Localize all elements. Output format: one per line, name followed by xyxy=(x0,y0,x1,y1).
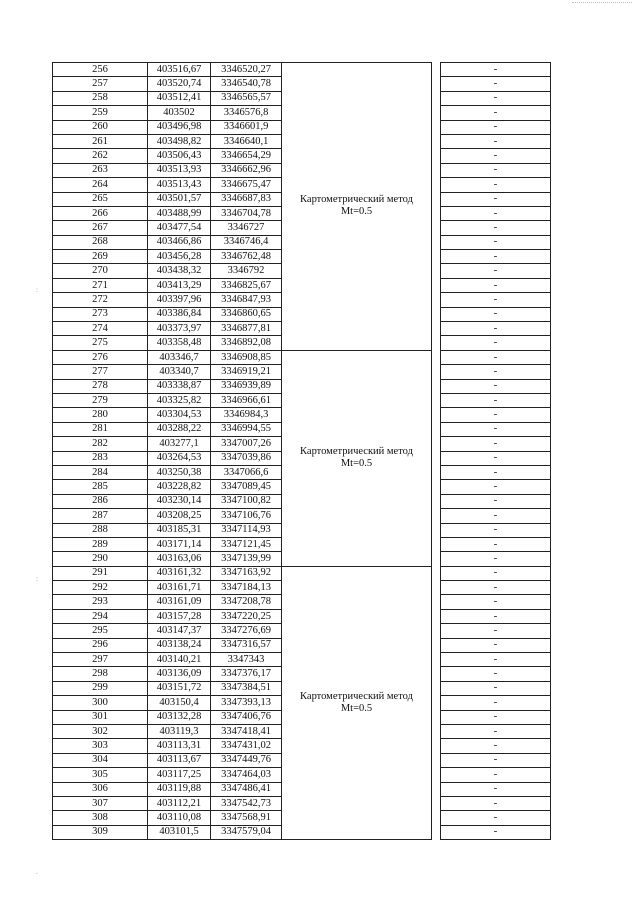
note-cell: - xyxy=(441,336,551,350)
method-cell xyxy=(282,350,432,566)
point-number-cell: 304 xyxy=(53,753,148,767)
note-cell: - xyxy=(441,609,551,623)
point-number-cell: 262 xyxy=(53,149,148,163)
y-coordinate-cell: 3347568,91 xyxy=(211,811,282,825)
point-number-cell: 266 xyxy=(53,206,148,220)
point-number-cell: 259 xyxy=(53,106,148,120)
column-gap xyxy=(432,235,441,249)
y-coordinate-cell: 3347066,6 xyxy=(211,465,282,479)
note-cell: - xyxy=(441,494,551,508)
x-coordinate-cell: 403117,25 xyxy=(148,768,211,782)
x-coordinate-cell: 403513,93 xyxy=(148,163,211,177)
y-coordinate-cell: 3347208,78 xyxy=(211,595,282,609)
y-coordinate-cell: 3346860,65 xyxy=(211,307,282,321)
point-number-cell: 267 xyxy=(53,221,148,235)
note-cell: - xyxy=(441,581,551,595)
x-coordinate-cell: 403161,09 xyxy=(148,595,211,609)
note-cell: - xyxy=(441,393,551,407)
point-number-cell: 293 xyxy=(53,595,148,609)
point-number-cell: 260 xyxy=(53,120,148,134)
column-gap xyxy=(432,63,441,77)
point-number-cell: 309 xyxy=(53,825,148,839)
x-coordinate-cell: 403151,72 xyxy=(148,681,211,695)
x-coordinate-cell: 403110,08 xyxy=(148,811,211,825)
point-number-cell: 295 xyxy=(53,624,148,638)
y-coordinate-cell: 3347418,41 xyxy=(211,724,282,738)
accuracy-label: Mt=0.5 xyxy=(340,458,373,470)
column-gap xyxy=(432,250,441,264)
header-scribble xyxy=(572,2,632,9)
accuracy-label: Mt=0.5 xyxy=(340,206,373,218)
y-coordinate-cell: 3347114,93 xyxy=(211,523,282,537)
x-coordinate-cell: 403250,38 xyxy=(148,465,211,479)
column-gap xyxy=(432,163,441,177)
accuracy-label: Mt=0.5 xyxy=(340,702,373,714)
y-coordinate-cell: 3347449,76 xyxy=(211,753,282,767)
y-coordinate-cell: 3346792 xyxy=(211,264,282,278)
point-number-cell: 286 xyxy=(53,494,148,508)
point-number-cell: 302 xyxy=(53,724,148,738)
y-coordinate-cell: 3347163,92 xyxy=(211,566,282,580)
y-coordinate-cell: 3347316,57 xyxy=(211,638,282,652)
x-coordinate-cell: 403338,87 xyxy=(148,379,211,393)
note-cell: - xyxy=(441,451,551,465)
point-number-cell: 271 xyxy=(53,278,148,292)
y-coordinate-cell: 3347039,86 xyxy=(211,451,282,465)
y-coordinate-cell: 3346919,21 xyxy=(211,365,282,379)
point-number-cell: 275 xyxy=(53,336,148,350)
y-coordinate-cell: 3346640,1 xyxy=(211,134,282,148)
column-gap xyxy=(432,609,441,623)
x-coordinate-cell: 403477,54 xyxy=(148,221,211,235)
y-coordinate-cell: 3347139,99 xyxy=(211,552,282,566)
column-gap xyxy=(432,322,441,336)
x-coordinate-cell: 403456,28 xyxy=(148,250,211,264)
note-cell: - xyxy=(441,278,551,292)
point-number-cell: 258 xyxy=(53,91,148,105)
y-coordinate-cell: 3346675,47 xyxy=(211,178,282,192)
x-coordinate-cell: 403502 xyxy=(148,106,211,120)
point-number-cell: 296 xyxy=(53,638,148,652)
x-coordinate-cell: 403496,98 xyxy=(148,120,211,134)
point-number-cell: 303 xyxy=(53,739,148,753)
x-coordinate-cell: 403132,28 xyxy=(148,710,211,724)
note-cell: - xyxy=(441,408,551,422)
table-row xyxy=(53,350,551,364)
note-cell: - xyxy=(441,235,551,249)
point-number-cell: 288 xyxy=(53,523,148,537)
note-cell: - xyxy=(441,566,551,580)
note-cell: - xyxy=(441,106,551,120)
column-gap xyxy=(432,149,441,163)
note-cell: - xyxy=(441,825,551,839)
table-row xyxy=(53,63,551,77)
point-number-cell: 276 xyxy=(53,350,148,364)
margin-mark: : xyxy=(36,575,38,583)
column-gap xyxy=(432,365,441,379)
x-coordinate-cell: 403498,82 xyxy=(148,134,211,148)
y-coordinate-cell: 3347184,13 xyxy=(211,581,282,595)
x-coordinate-cell: 403506,43 xyxy=(148,149,211,163)
note-cell: - xyxy=(441,710,551,724)
coordinates-table xyxy=(52,62,551,840)
column-gap xyxy=(432,278,441,292)
column-gap xyxy=(432,480,441,494)
note-cell: - xyxy=(441,552,551,566)
column-gap xyxy=(432,552,441,566)
point-number-cell: 297 xyxy=(53,653,148,667)
note-cell: - xyxy=(441,206,551,220)
column-gap xyxy=(432,782,441,796)
note-cell: - xyxy=(441,77,551,91)
x-coordinate-cell: 403488,99 xyxy=(148,206,211,220)
column-gap xyxy=(432,307,441,321)
x-coordinate-cell: 403147,37 xyxy=(148,624,211,638)
x-coordinate-cell: 403161,71 xyxy=(148,581,211,595)
x-coordinate-cell: 403516,67 xyxy=(148,63,211,77)
point-number-cell: 281 xyxy=(53,422,148,436)
x-coordinate-cell: 403185,31 xyxy=(148,523,211,537)
note-cell: - xyxy=(441,681,551,695)
point-number-cell: 307 xyxy=(53,796,148,810)
note-cell: - xyxy=(441,134,551,148)
note-cell: - xyxy=(441,595,551,609)
note-cell: - xyxy=(441,667,551,681)
y-coordinate-cell: 3346662,96 xyxy=(211,163,282,177)
point-number-cell: 305 xyxy=(53,768,148,782)
y-coordinate-cell: 3346892,08 xyxy=(211,336,282,350)
y-coordinate-cell: 3347007,26 xyxy=(211,437,282,451)
column-gap xyxy=(432,796,441,810)
y-coordinate-cell: 3346601,9 xyxy=(211,120,282,134)
column-gap xyxy=(432,422,441,436)
column-gap xyxy=(432,739,441,753)
y-coordinate-cell: 3347431,02 xyxy=(211,739,282,753)
y-coordinate-cell: 3346654,29 xyxy=(211,149,282,163)
method-label: Картометрический метод xyxy=(300,446,413,458)
column-gap xyxy=(432,221,441,235)
y-coordinate-cell: 3346908,85 xyxy=(211,350,282,364)
column-gap xyxy=(432,134,441,148)
point-number-cell: 256 xyxy=(53,63,148,77)
point-number-cell: 283 xyxy=(53,451,148,465)
column-gap xyxy=(432,710,441,724)
x-coordinate-cell: 403163,06 xyxy=(148,552,211,566)
point-number-cell: 290 xyxy=(53,552,148,566)
note-cell: - xyxy=(441,178,551,192)
note-cell: - xyxy=(441,739,551,753)
column-gap xyxy=(432,120,441,134)
x-coordinate-cell: 403277,1 xyxy=(148,437,211,451)
column-gap xyxy=(432,768,441,782)
x-coordinate-cell: 403413,29 xyxy=(148,278,211,292)
x-coordinate-cell: 403264,53 xyxy=(148,451,211,465)
note-cell: - xyxy=(441,624,551,638)
column-gap xyxy=(432,206,441,220)
note-cell: - xyxy=(441,250,551,264)
column-gap xyxy=(432,696,441,710)
column-gap xyxy=(432,566,441,580)
y-coordinate-cell: 3346877,81 xyxy=(211,322,282,336)
column-gap xyxy=(432,451,441,465)
point-number-cell: 282 xyxy=(53,437,148,451)
x-coordinate-cell: 403520,74 xyxy=(148,77,211,91)
note-cell: - xyxy=(441,696,551,710)
column-gap xyxy=(432,638,441,652)
column-gap xyxy=(432,106,441,120)
column-gap xyxy=(432,724,441,738)
note-cell: - xyxy=(441,120,551,134)
point-number-cell: 261 xyxy=(53,134,148,148)
point-number-cell: 270 xyxy=(53,264,148,278)
x-coordinate-cell: 403101,5 xyxy=(148,825,211,839)
point-number-cell: 291 xyxy=(53,566,148,580)
y-coordinate-cell: 3347486,41 xyxy=(211,782,282,796)
y-coordinate-cell: 3347579,04 xyxy=(211,825,282,839)
margin-mark: : xyxy=(36,286,38,294)
x-coordinate-cell: 403161,32 xyxy=(148,566,211,580)
note-cell: - xyxy=(441,509,551,523)
note-cell: - xyxy=(441,638,551,652)
note-cell: - xyxy=(441,768,551,782)
x-coordinate-cell: 403373,97 xyxy=(148,322,211,336)
point-number-cell: 300 xyxy=(53,696,148,710)
x-coordinate-cell: 403150,4 xyxy=(148,696,211,710)
y-coordinate-cell: 3347464,03 xyxy=(211,768,282,782)
x-coordinate-cell: 403208,25 xyxy=(148,509,211,523)
y-coordinate-cell: 3346520,27 xyxy=(211,63,282,77)
column-gap xyxy=(432,595,441,609)
column-gap xyxy=(432,653,441,667)
method-label: Картометрический метод xyxy=(300,690,413,702)
note-cell: - xyxy=(441,523,551,537)
point-number-cell: 278 xyxy=(53,379,148,393)
x-coordinate-cell: 403304,53 xyxy=(148,408,211,422)
column-gap xyxy=(432,811,441,825)
x-coordinate-cell: 403358,48 xyxy=(148,336,211,350)
x-coordinate-cell: 403113,67 xyxy=(148,753,211,767)
point-number-cell: 269 xyxy=(53,250,148,264)
x-coordinate-cell: 403386,84 xyxy=(148,307,211,321)
method-label: Картометрический метод xyxy=(300,194,413,206)
point-number-cell: 308 xyxy=(53,811,148,825)
point-number-cell: 263 xyxy=(53,163,148,177)
point-number-cell: 292 xyxy=(53,581,148,595)
note-cell: - xyxy=(441,63,551,77)
x-coordinate-cell: 403501,57 xyxy=(148,192,211,206)
column-gap xyxy=(432,91,441,105)
column-gap xyxy=(432,825,441,839)
x-coordinate-cell: 403136,09 xyxy=(148,667,211,681)
y-coordinate-cell: 3347121,45 xyxy=(211,537,282,551)
point-number-cell: 257 xyxy=(53,77,148,91)
note-cell: - xyxy=(441,465,551,479)
point-number-cell: 298 xyxy=(53,667,148,681)
x-coordinate-cell: 403325,82 xyxy=(148,393,211,407)
point-number-cell: 299 xyxy=(53,681,148,695)
x-coordinate-cell: 403112,21 xyxy=(148,796,211,810)
point-number-cell: 285 xyxy=(53,480,148,494)
column-gap xyxy=(432,581,441,595)
y-coordinate-cell: 3346687,83 xyxy=(211,192,282,206)
note-cell: - xyxy=(441,221,551,235)
column-gap xyxy=(432,494,441,508)
point-number-cell: 287 xyxy=(53,509,148,523)
point-number-cell: 265 xyxy=(53,192,148,206)
x-coordinate-cell: 403171,14 xyxy=(148,537,211,551)
column-gap xyxy=(432,379,441,393)
column-gap xyxy=(432,293,441,307)
column-gap xyxy=(432,336,441,350)
note-cell: - xyxy=(441,192,551,206)
point-number-cell: 272 xyxy=(53,293,148,307)
note-cell: - xyxy=(441,264,551,278)
point-number-cell: 294 xyxy=(53,609,148,623)
y-coordinate-cell: 3346762,48 xyxy=(211,250,282,264)
y-coordinate-cell: 3346984,3 xyxy=(211,408,282,422)
y-coordinate-cell: 3346939,89 xyxy=(211,379,282,393)
y-coordinate-cell: 3347343 xyxy=(211,653,282,667)
note-cell: - xyxy=(441,350,551,364)
note-cell: - xyxy=(441,293,551,307)
point-number-cell: 289 xyxy=(53,537,148,551)
note-cell: - xyxy=(441,811,551,825)
column-gap xyxy=(432,537,441,551)
column-gap xyxy=(432,681,441,695)
note-cell: - xyxy=(441,322,551,336)
x-coordinate-cell: 403397,96 xyxy=(148,293,211,307)
column-gap xyxy=(432,437,441,451)
point-number-cell: 277 xyxy=(53,365,148,379)
y-coordinate-cell: 3346847,93 xyxy=(211,293,282,307)
note-cell: - xyxy=(441,724,551,738)
column-gap xyxy=(432,408,441,422)
x-coordinate-cell: 403228,82 xyxy=(148,480,211,494)
y-coordinate-cell: 3346727 xyxy=(211,221,282,235)
note-cell: - xyxy=(441,480,551,494)
column-gap xyxy=(432,523,441,537)
y-coordinate-cell: 3346746,4 xyxy=(211,235,282,249)
method-cell xyxy=(282,566,432,839)
x-coordinate-cell: 403288,22 xyxy=(148,422,211,436)
y-coordinate-cell: 3347384,51 xyxy=(211,681,282,695)
y-coordinate-cell: 3347106,76 xyxy=(211,509,282,523)
x-coordinate-cell: 403340,7 xyxy=(148,365,211,379)
y-coordinate-cell: 3347276,69 xyxy=(211,624,282,638)
table-row xyxy=(53,566,551,580)
note-cell: - xyxy=(441,753,551,767)
y-coordinate-cell: 3347406,76 xyxy=(211,710,282,724)
column-gap xyxy=(432,753,441,767)
column-gap xyxy=(432,667,441,681)
x-coordinate-cell: 403138,24 xyxy=(148,638,211,652)
column-gap xyxy=(432,77,441,91)
method-cell xyxy=(282,63,432,351)
y-coordinate-cell: 3346825,67 xyxy=(211,278,282,292)
y-coordinate-cell: 3347220,25 xyxy=(211,609,282,623)
x-coordinate-cell: 403438,32 xyxy=(148,264,211,278)
note-cell: - xyxy=(441,782,551,796)
y-coordinate-cell: 3347393,13 xyxy=(211,696,282,710)
note-cell: - xyxy=(441,149,551,163)
y-coordinate-cell: 3346994,55 xyxy=(211,422,282,436)
note-cell: - xyxy=(441,537,551,551)
note-cell: - xyxy=(441,307,551,321)
note-cell: - xyxy=(441,796,551,810)
y-coordinate-cell: 3346565,57 xyxy=(211,91,282,105)
x-coordinate-cell: 403346,7 xyxy=(148,350,211,364)
point-number-cell: 268 xyxy=(53,235,148,249)
column-gap xyxy=(432,264,441,278)
column-gap xyxy=(432,350,441,364)
y-coordinate-cell: 3346576,8 xyxy=(211,106,282,120)
note-cell: - xyxy=(441,379,551,393)
point-number-cell: 284 xyxy=(53,465,148,479)
point-number-cell: 306 xyxy=(53,782,148,796)
x-coordinate-cell: 403119,88 xyxy=(148,782,211,796)
margin-mark: . xyxy=(36,868,38,876)
note-cell: - xyxy=(441,653,551,667)
x-coordinate-cell: 403119,3 xyxy=(148,724,211,738)
point-number-cell: 274 xyxy=(53,322,148,336)
column-gap xyxy=(432,393,441,407)
y-coordinate-cell: 3346966,61 xyxy=(211,393,282,407)
column-gap xyxy=(432,509,441,523)
x-coordinate-cell: 403512,41 xyxy=(148,91,211,105)
x-coordinate-cell: 403466,86 xyxy=(148,235,211,249)
point-number-cell: 301 xyxy=(53,710,148,724)
y-coordinate-cell: 3346540,78 xyxy=(211,77,282,91)
column-gap xyxy=(432,465,441,479)
point-number-cell: 279 xyxy=(53,393,148,407)
point-number-cell: 273 xyxy=(53,307,148,321)
note-cell: - xyxy=(441,365,551,379)
note-cell: - xyxy=(441,91,551,105)
y-coordinate-cell: 3347100,82 xyxy=(211,494,282,508)
x-coordinate-cell: 403513,43 xyxy=(148,178,211,192)
x-coordinate-cell: 403157,28 xyxy=(148,609,211,623)
y-coordinate-cell: 3346704,78 xyxy=(211,206,282,220)
note-cell: - xyxy=(441,163,551,177)
y-coordinate-cell: 3347542,73 xyxy=(211,796,282,810)
point-number-cell: 264 xyxy=(53,178,148,192)
note-cell: - xyxy=(441,437,551,451)
column-gap xyxy=(432,178,441,192)
point-number-cell: 280 xyxy=(53,408,148,422)
note-cell: - xyxy=(441,422,551,436)
y-coordinate-cell: 3347376,17 xyxy=(211,667,282,681)
column-gap xyxy=(432,192,441,206)
y-coordinate-cell: 3347089,45 xyxy=(211,480,282,494)
x-coordinate-cell: 403113,31 xyxy=(148,739,211,753)
column-gap xyxy=(432,624,441,638)
x-coordinate-cell: 403230,14 xyxy=(148,494,211,508)
x-coordinate-cell: 403140,21 xyxy=(148,653,211,667)
